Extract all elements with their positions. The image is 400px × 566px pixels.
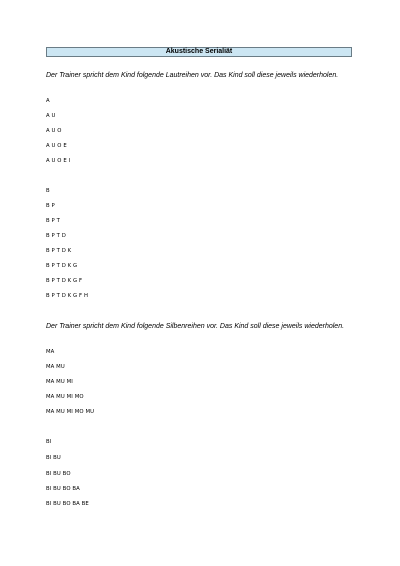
ma-syllable-row: MA MU MI MO MU xyxy=(46,409,95,415)
bi-syllable-row: BI xyxy=(46,439,52,445)
bi-syllable-row: BI BU BO xyxy=(46,471,71,477)
vowel-row: A U xyxy=(46,113,56,119)
consonant-row: B P T xyxy=(46,218,60,224)
ma-syllable-row: MA MU MI MO xyxy=(46,394,84,400)
bi-syllable-row: BI BU xyxy=(46,455,61,461)
bi-syllable-row: BI BU BO BA BE xyxy=(46,501,89,507)
bi-syllable-row: BI BU BO BA xyxy=(46,486,80,492)
section2-intro: Der Trainer spricht dem Kind folgende Silbenreihen vor. Das Kind soll diese jeweils wiederholen. xyxy=(46,323,345,330)
ma-syllable-row: MA xyxy=(46,349,55,355)
section1-intro: Der Trainer spricht dem Kind folgende Lautreihen vor. Das Kind soll diese jeweils wiederholen. xyxy=(46,72,339,79)
vowel-row: A U O E xyxy=(46,143,67,149)
vowel-row: A U O E I xyxy=(46,158,71,164)
consonant-row: B P T D K xyxy=(46,248,72,254)
ma-syllable-row: MA MU MI xyxy=(46,379,73,385)
consonant-row: B P xyxy=(46,203,55,209)
ma-syllable-row: MA MU xyxy=(46,364,65,370)
consonant-row: B P T D xyxy=(46,233,66,239)
consonant-row: B P T D K G F H xyxy=(46,293,89,299)
consonant-row: B P T D K G xyxy=(46,263,78,269)
page-title: Akustische Serialiät xyxy=(46,47,352,57)
consonant-row: B P T D K G F xyxy=(46,278,83,284)
consonant-row: B xyxy=(46,188,50,194)
vowel-row: A xyxy=(46,98,50,104)
vowel-row: A U O xyxy=(46,128,62,134)
